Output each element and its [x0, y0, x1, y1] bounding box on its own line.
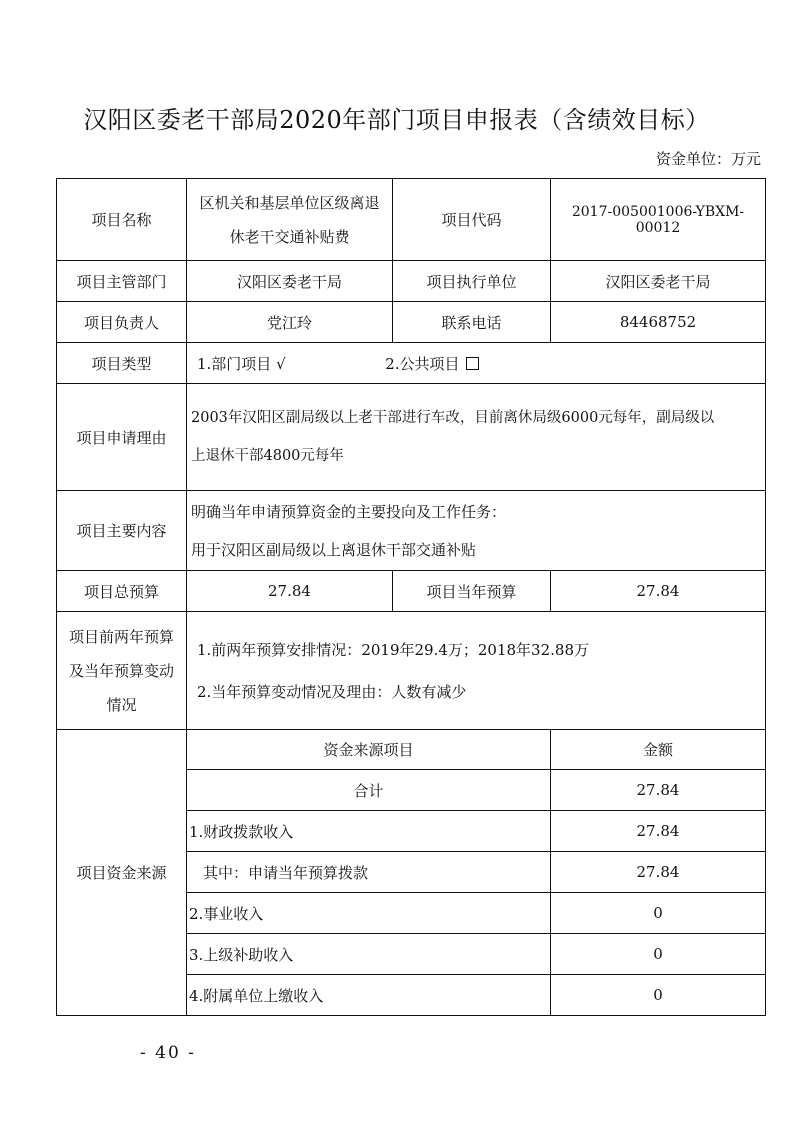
- phone-value: 84468752: [551, 302, 766, 343]
- change-line1: 1.前两年预算安排情况：2019年29.4万；2018年32.88万: [197, 640, 590, 659]
- reason-line2: 上退休干部4800元每年: [191, 448, 344, 464]
- change-line2: 2.当年预算变动情况及理由：人数有减少: [197, 682, 467, 701]
- funding-item-amount: 27.84: [551, 811, 766, 852]
- type-option-public: 2.公共项目: [385, 354, 460, 373]
- unit-note: 资金单位：万元: [655, 150, 761, 168]
- change-label-line3: 情况: [106, 695, 137, 714]
- change-value: [187, 612, 766, 730]
- row-project-name: [57, 179, 766, 261]
- type-label: 项目类型: [57, 343, 187, 384]
- page-title: 汉阳区委老干部局2020年部门项目申报表（含绩效目标）: [83, 106, 710, 134]
- reason-value: [187, 384, 766, 491]
- dept-label: 项目主管部门: [57, 261, 187, 302]
- row-owner: [57, 302, 766, 343]
- change-label: [57, 612, 187, 730]
- funding-item-name: 其中：申请当年预算拨款: [187, 852, 551, 893]
- funding-item-name: 1.财政拨款收入: [187, 811, 551, 852]
- year-value: 27.84: [551, 571, 766, 612]
- checkbox-icon: [466, 357, 479, 370]
- name-label: 项目名称: [57, 179, 187, 261]
- page-number: - 40 -: [140, 1043, 196, 1063]
- code-label: 项目代码: [393, 179, 551, 261]
- name-value: [187, 179, 393, 261]
- reason-line1: 2003年汉阳区副局级以上老干部进行车改，目前离休局级6000元每年，副局级以: [191, 410, 715, 426]
- content-line2: 用于汉阳区副局级以上离退休干部交通补贴: [191, 540, 477, 559]
- reason-label: 项目申请理由: [57, 384, 187, 491]
- year-label: 项目当年预算: [393, 571, 551, 612]
- funding-col-source: 资金来源项目: [187, 730, 551, 770]
- row-budget: [57, 571, 766, 612]
- funding-col-amount: 金额: [551, 730, 766, 770]
- project-form-table: [56, 178, 766, 1016]
- name-value-line2: 休老干交通补贴费: [229, 227, 350, 246]
- funding-item-amount: 0: [551, 975, 766, 1016]
- owner-label: 项目负责人: [57, 302, 187, 343]
- code-value: 2017-005001006-YBXM-00012: [551, 179, 766, 261]
- type-options: [187, 343, 766, 384]
- funding-item-amount: 0: [551, 893, 766, 934]
- row-reason: [57, 384, 766, 491]
- row-type: [57, 343, 766, 384]
- funding-item-amount: 27.84: [551, 770, 766, 811]
- name-value-line1: 区机关和基层单位区级离退: [199, 193, 380, 212]
- funding-item-name: 3.上级补助收入: [187, 934, 551, 975]
- change-label-line2: 及当年预算变动: [68, 661, 174, 680]
- content-value: [187, 491, 766, 571]
- funding-item-name: 合计: [187, 770, 551, 811]
- row-budget-change: [57, 612, 766, 730]
- exec-label: 项目执行单位: [393, 261, 551, 302]
- owner-value: 党江玲: [187, 302, 393, 343]
- dept-value: 汉阳区委老干局: [187, 261, 393, 302]
- content-label: 项目主要内容: [57, 491, 187, 571]
- funding-label: 项目资金来源: [57, 730, 187, 1016]
- funding-item-name: 4.附属单位上缴收入: [187, 975, 551, 1016]
- funding-item-amount: 0: [551, 934, 766, 975]
- total-value: 27.84: [187, 571, 393, 612]
- funding-item-name: 2.事业收入: [187, 893, 551, 934]
- exec-value: 汉阳区委老干局: [551, 261, 766, 302]
- row-department: [57, 261, 766, 302]
- change-label-line1: 项目前两年预算: [68, 627, 174, 646]
- content-line1: 明确当年申请预算资金的主要投向及工作任务：: [191, 502, 507, 521]
- phone-label: 联系电话: [393, 302, 551, 343]
- row-content: [57, 491, 766, 571]
- total-label: 项目总预算: [57, 571, 187, 612]
- funding-item-amount: 27.84: [551, 852, 766, 893]
- row-funding-header: [57, 730, 766, 770]
- type-option-department: 1.部门项目 √: [197, 354, 286, 373]
